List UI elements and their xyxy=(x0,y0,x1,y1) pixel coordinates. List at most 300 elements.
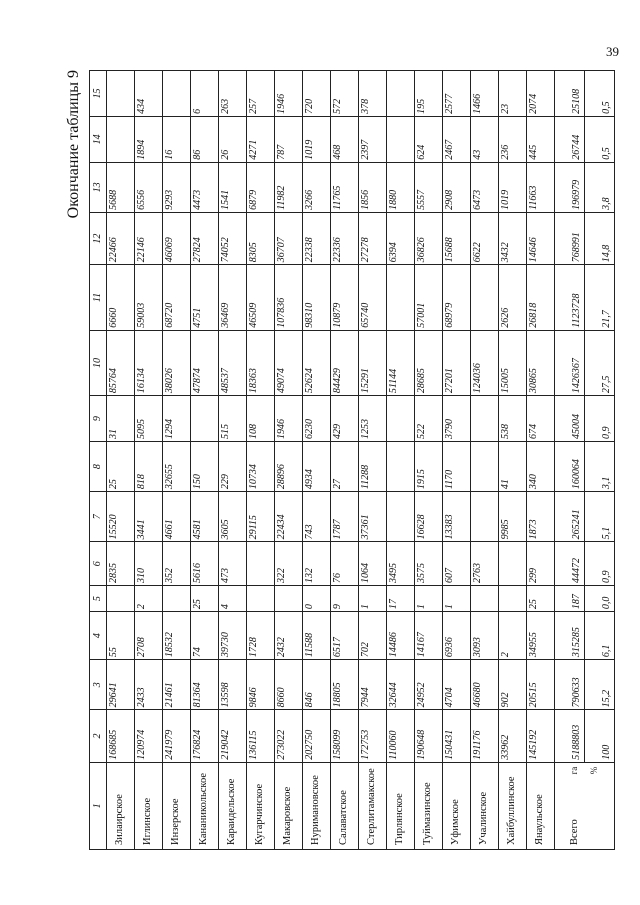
table-cell: 25 xyxy=(191,586,219,612)
column-header: 2 xyxy=(90,710,107,762)
table-cell: 14167 xyxy=(415,612,443,660)
table-cell: 1880 xyxy=(387,162,415,212)
table-cell: 10879 xyxy=(331,265,359,330)
table-cell: 59003 xyxy=(135,265,163,330)
table-cell: 22338 xyxy=(303,212,331,264)
table-cell: 6556 xyxy=(135,162,163,212)
column-header: 8 xyxy=(90,441,107,491)
table-cell xyxy=(163,586,191,612)
table-cell: 6230 xyxy=(303,396,331,442)
table-cell: 340 xyxy=(527,441,555,491)
table-cell: 150 xyxy=(191,441,219,491)
table-cell: 68720 xyxy=(163,265,191,330)
table-cell: 1787 xyxy=(331,492,359,542)
total-row-ha xyxy=(555,71,585,850)
total-cell: 25108 xyxy=(555,71,585,117)
table-cell: 2626 xyxy=(499,265,527,330)
table-cell: 172753 xyxy=(359,710,387,762)
table-cell: 4661 xyxy=(163,492,191,542)
table-cell: 22466 xyxy=(107,212,135,264)
table-cell: 2835 xyxy=(107,542,135,586)
table-cell: 15005 xyxy=(499,330,527,395)
table-cell: 26 xyxy=(219,116,247,162)
table-cell: 2432 xyxy=(275,612,303,660)
table-cell: 22146 xyxy=(135,212,163,264)
table-cell: 6394 xyxy=(387,212,415,264)
table-cell: 47874 xyxy=(191,330,219,395)
table-row xyxy=(471,71,499,850)
table-cell: 1019 xyxy=(499,162,527,212)
table-caption: Окончание таблицы 9 xyxy=(65,70,82,219)
table-cell xyxy=(107,586,135,612)
table-cell: 322 xyxy=(275,542,303,586)
table-cell: 168685 xyxy=(107,710,135,762)
table-cell: 33962 xyxy=(499,710,527,762)
total-row-pct xyxy=(585,71,615,850)
table-cell: 48537 xyxy=(219,330,247,395)
table-cell: 34955 xyxy=(527,612,555,660)
table-cell: 3432 xyxy=(499,212,527,264)
table-cell: 6 xyxy=(191,71,219,117)
district-name: Стерлитамакское xyxy=(359,762,387,849)
table-cell: 2708 xyxy=(135,612,163,660)
table-cell: 624 xyxy=(415,116,443,162)
total-cell: 790633 xyxy=(555,660,585,710)
table-cell: 8305 xyxy=(247,212,275,264)
column-header: 3 xyxy=(90,660,107,710)
table-cell: 32655 xyxy=(163,441,191,491)
table-cell: 16 xyxy=(163,116,191,162)
table-cell: 23 xyxy=(499,71,527,117)
total-cell: 315285 xyxy=(555,612,585,660)
total-cell: 27,5 xyxy=(585,330,615,395)
header-row xyxy=(90,71,107,850)
table-cell: 241979 xyxy=(163,710,191,762)
table-cell: 4271 xyxy=(247,116,275,162)
table-cell: 1294 xyxy=(163,396,191,442)
table-cell: 36707 xyxy=(275,212,303,264)
table-cell: 4 xyxy=(219,586,247,612)
district-name: Туймазинское xyxy=(415,762,443,849)
table-cell: 57001 xyxy=(415,265,443,330)
table-cell: 4704 xyxy=(443,660,471,710)
table-cell: 2467 xyxy=(443,116,471,162)
table-cell: 1019 xyxy=(303,116,331,162)
table-cell: 74052 xyxy=(219,212,247,264)
table-cell: 3495 xyxy=(387,542,415,586)
table-cell: 132 xyxy=(303,542,331,586)
table-cell: 263 xyxy=(219,71,247,117)
table-cell: 49074 xyxy=(275,330,303,395)
table-cell: 4934 xyxy=(303,441,331,491)
table-cell: 46069 xyxy=(163,212,191,264)
district-name: Янаульское xyxy=(527,762,555,849)
table-cell: 538 xyxy=(499,396,527,442)
total-cell: 265241 xyxy=(555,492,585,542)
unit-label: га xyxy=(568,766,579,775)
table-cell: 2 xyxy=(135,586,163,612)
table-cell: 37361 xyxy=(359,492,387,542)
total-cell: 0,5 xyxy=(585,71,615,117)
table-cell: 1466 xyxy=(471,71,499,117)
table-cell: 84429 xyxy=(331,330,359,395)
table-cell: 1894 xyxy=(135,116,163,162)
total-cell: 768991 xyxy=(555,212,585,264)
district-name: Кугарчинское xyxy=(247,762,275,849)
table-cell: 32644 xyxy=(387,660,415,710)
table-cell: 36469 xyxy=(219,265,247,330)
table-cell: 15291 xyxy=(359,330,387,395)
table-cell xyxy=(275,586,303,612)
table-cell: 236 xyxy=(499,116,527,162)
table-cell: 5688 xyxy=(107,162,135,212)
table-row xyxy=(191,71,219,850)
table-cell: 16628 xyxy=(415,492,443,542)
table-cell: 38026 xyxy=(163,330,191,395)
total-cell: 0,9 xyxy=(585,396,615,442)
table-cell: 31 xyxy=(107,396,135,442)
table-cell: 2397 xyxy=(359,116,387,162)
table-cell: 18532 xyxy=(163,612,191,660)
table-cell: 55 xyxy=(107,612,135,660)
table-cell: 190648 xyxy=(415,710,443,762)
column-header: 7 xyxy=(90,492,107,542)
table-cell: 9293 xyxy=(163,162,191,212)
table-cell: 6879 xyxy=(247,162,275,212)
table-cell: 10734 xyxy=(247,441,275,491)
district-name: Тирлянское xyxy=(387,762,415,849)
table-cell xyxy=(387,116,415,162)
table-cell: 46509 xyxy=(247,265,275,330)
table-cell: 52624 xyxy=(303,330,331,395)
district-name: Макаровское xyxy=(275,762,303,849)
table-cell: 299 xyxy=(527,542,555,586)
table-cell: 522 xyxy=(415,396,443,442)
table-cell: 176824 xyxy=(191,710,219,762)
district-name: Учалинское xyxy=(471,762,499,849)
table-cell: 3605 xyxy=(219,492,247,542)
table-cell: 1946 xyxy=(275,71,303,117)
table-cell: 25 xyxy=(107,441,135,491)
table-cell: 11663 xyxy=(527,162,555,212)
table-cell: 136115 xyxy=(247,710,275,762)
table-cell: 0 xyxy=(303,586,331,612)
total-cell: 44472 xyxy=(555,542,585,586)
table-cell: 22336 xyxy=(331,212,359,264)
table-cell: 572 xyxy=(331,71,359,117)
table-cell: 4581 xyxy=(191,492,219,542)
table-cell: 468 xyxy=(331,116,359,162)
table-cell xyxy=(163,71,191,117)
table-cell: 434 xyxy=(135,71,163,117)
total-cell: 100 xyxy=(585,710,615,762)
table-cell xyxy=(107,116,135,162)
table-cell: 607 xyxy=(443,542,471,586)
total-cell: 5,1 xyxy=(585,492,615,542)
table-cell: 24952 xyxy=(415,660,443,710)
table-cell: 27 xyxy=(331,441,359,491)
total-label-text: Всего xyxy=(568,819,580,845)
table-cell: 846 xyxy=(303,660,331,710)
table-cell: 473 xyxy=(219,542,247,586)
table-cell: 6660 xyxy=(107,265,135,330)
table-cell: 74 xyxy=(191,612,219,660)
table-cell: 1541 xyxy=(219,162,247,212)
table-cell: 6517 xyxy=(331,612,359,660)
table-cell: 98310 xyxy=(303,265,331,330)
table-cell: 3575 xyxy=(415,542,443,586)
table-cell: 2577 xyxy=(443,71,471,117)
table-cell: 787 xyxy=(275,116,303,162)
table-cell: 22434 xyxy=(275,492,303,542)
table-cell: 743 xyxy=(303,492,331,542)
table-cell: 273022 xyxy=(275,710,303,762)
table-cell: 3441 xyxy=(135,492,163,542)
table-cell: 145192 xyxy=(527,710,555,762)
district-name: Караидельское xyxy=(219,762,247,849)
district-name: Кананикольское xyxy=(191,762,219,849)
table-cell: 1170 xyxy=(443,441,471,491)
table-row xyxy=(331,71,359,850)
table-row xyxy=(247,71,275,850)
table-cell: 310 xyxy=(135,542,163,586)
table-cell xyxy=(471,441,499,491)
table-cell xyxy=(471,396,499,442)
total-cell: 196979 xyxy=(555,162,585,212)
table-cell xyxy=(499,586,527,612)
table-cell: 1253 xyxy=(359,396,387,442)
table-cell: 18363 xyxy=(247,330,275,395)
table-cell: 2433 xyxy=(135,660,163,710)
total-cell: 0,5 xyxy=(585,116,615,162)
table-cell: 14646 xyxy=(527,212,555,264)
table-cell: 2908 xyxy=(443,162,471,212)
total-cell: 0,9 xyxy=(585,542,615,586)
table-cell: 43 xyxy=(471,116,499,162)
table-cell xyxy=(499,542,527,586)
table-cell: 1873 xyxy=(527,492,555,542)
table-cell: 6622 xyxy=(471,212,499,264)
column-header: 4 xyxy=(90,612,107,660)
total-cell: 1123728 xyxy=(555,265,585,330)
column-header: 6 xyxy=(90,542,107,586)
total-cell: 26744 xyxy=(555,116,585,162)
table-row xyxy=(303,71,331,850)
table-cell: 27201 xyxy=(443,330,471,395)
table-cell: 1064 xyxy=(359,542,387,586)
table-row xyxy=(163,71,191,850)
table-cell: 6936 xyxy=(443,612,471,660)
table-cell: 3790 xyxy=(443,396,471,442)
table-cell: 4751 xyxy=(191,265,219,330)
table-row xyxy=(107,71,135,850)
table-cell: 86 xyxy=(191,116,219,162)
district-name: Зилаирское xyxy=(107,762,135,849)
table-cell: 17 xyxy=(387,586,415,612)
table-cell: 1 xyxy=(359,586,387,612)
table-cell: 27824 xyxy=(191,212,219,264)
table-cell: 30865 xyxy=(527,330,555,395)
table-cell: 352 xyxy=(163,542,191,586)
table-cell: 1728 xyxy=(247,612,275,660)
column-header: 1 xyxy=(90,762,107,849)
table-cell: 85764 xyxy=(107,330,135,395)
table-row xyxy=(499,71,527,850)
total-cell: 160064 xyxy=(555,441,585,491)
total-cell: 21,7 xyxy=(585,265,615,330)
table-cell: 36826 xyxy=(415,212,443,264)
table-cell: 13598 xyxy=(219,660,247,710)
table-cell: 202750 xyxy=(303,710,331,762)
table-row xyxy=(359,71,387,850)
table-row xyxy=(415,71,443,850)
table-cell: 158099 xyxy=(331,710,359,762)
total-cell: 14,8 xyxy=(585,212,615,264)
table-cell: 3266 xyxy=(303,162,331,212)
table-cell: 1856 xyxy=(359,162,387,212)
table-cell xyxy=(247,586,275,612)
column-header: 11 xyxy=(90,265,107,330)
table-cell: 2074 xyxy=(527,71,555,117)
table-cell: 1915 xyxy=(415,441,443,491)
table-cell: 107836 xyxy=(275,265,303,330)
total-label xyxy=(555,762,615,849)
table-cell: 11765 xyxy=(331,162,359,212)
table-cell: 16134 xyxy=(135,330,163,395)
table-cell: 41 xyxy=(499,441,527,491)
table-cell: 28896 xyxy=(275,441,303,491)
table-cell: 21461 xyxy=(163,660,191,710)
table-cell: 81364 xyxy=(191,660,219,710)
table-cell xyxy=(471,492,499,542)
table-cell: 14486 xyxy=(387,612,415,660)
table-cell: 720 xyxy=(303,71,331,117)
table-cell xyxy=(387,265,415,330)
table-cell: 13383 xyxy=(443,492,471,542)
table-cell: 26818 xyxy=(527,265,555,330)
table-cell: 124036 xyxy=(471,330,499,395)
table-cell: 7944 xyxy=(359,660,387,710)
column-header: 14 xyxy=(90,116,107,162)
table-cell: 6473 xyxy=(471,162,499,212)
column-header: 9 xyxy=(90,396,107,442)
district-name: Иглинское xyxy=(135,762,163,849)
table-row xyxy=(135,71,163,850)
table-cell: 11588 xyxy=(303,612,331,660)
total-cell: 187 xyxy=(555,586,585,612)
total-cell: 1426367 xyxy=(555,330,585,395)
total-cell: 3,1 xyxy=(585,441,615,491)
table-cell: 5557 xyxy=(415,162,443,212)
column-header: 12 xyxy=(90,212,107,264)
table-cell: 11288 xyxy=(359,441,387,491)
table-cell: 51144 xyxy=(387,330,415,395)
table-cell: 219042 xyxy=(219,710,247,762)
table-row xyxy=(275,71,303,850)
column-header: 10 xyxy=(90,330,107,395)
table-cell: 15688 xyxy=(443,212,471,264)
table-cell: 674 xyxy=(527,396,555,442)
table-cell: 65740 xyxy=(359,265,387,330)
total-cell: 5188803 xyxy=(555,710,585,762)
table-cell: 29641 xyxy=(107,660,135,710)
district-name: Инзерское xyxy=(163,762,191,849)
table-cell: 429 xyxy=(331,396,359,442)
table-cell: 18805 xyxy=(331,660,359,710)
table-cell: 1 xyxy=(443,586,471,612)
table-cell xyxy=(471,265,499,330)
table-cell: 28685 xyxy=(415,330,443,395)
table-cell: 229 xyxy=(219,441,247,491)
district-name: Уфимское xyxy=(443,762,471,849)
table-cell: 2 xyxy=(499,612,527,660)
table-cell: 5095 xyxy=(135,396,163,442)
table-cell: 27278 xyxy=(359,212,387,264)
total-cell: 6,1 xyxy=(585,612,615,660)
table-cell: 378 xyxy=(359,71,387,117)
table-cell: 9846 xyxy=(247,660,275,710)
table-cell: 195 xyxy=(415,71,443,117)
table-cell: 9985 xyxy=(499,492,527,542)
table-cell xyxy=(387,396,415,442)
table-cell: 46680 xyxy=(471,660,499,710)
column-header: 13 xyxy=(90,162,107,212)
column-header: 5 xyxy=(90,586,107,612)
total-cell: 45004 xyxy=(555,396,585,442)
table-cell xyxy=(387,441,415,491)
table-row xyxy=(387,71,415,850)
forest-data-table xyxy=(89,70,615,850)
table-cell: 702 xyxy=(359,612,387,660)
table-cell: 20515 xyxy=(527,660,555,710)
table-cell: 902 xyxy=(499,660,527,710)
table-cell: 25 xyxy=(527,586,555,612)
table-body xyxy=(107,71,615,850)
table-row xyxy=(219,71,247,850)
table-cell: 120974 xyxy=(135,710,163,762)
table-row xyxy=(527,71,555,850)
district-name: Нуримановское xyxy=(303,762,331,849)
table-cell: 5616 xyxy=(191,542,219,586)
table-cell xyxy=(107,71,135,117)
table-cell: 15520 xyxy=(107,492,135,542)
table-cell: 39730 xyxy=(219,612,247,660)
table-cell: 29115 xyxy=(247,492,275,542)
column-header: 15 xyxy=(90,71,107,117)
table-cell: 108 xyxy=(247,396,275,442)
table-cell: 1946 xyxy=(275,396,303,442)
table-cell: 515 xyxy=(219,396,247,442)
rotated-table-page xyxy=(59,70,612,850)
table-cell xyxy=(247,542,275,586)
unit-label: % xyxy=(589,766,600,775)
table-cell: 2763 xyxy=(471,542,499,586)
table-cell: 818 xyxy=(135,441,163,491)
total-cell: 3,8 xyxy=(585,162,615,212)
table-cell xyxy=(387,492,415,542)
district-name: Хайбуллинское xyxy=(499,762,527,849)
table-cell: 68979 xyxy=(443,265,471,330)
table-row xyxy=(443,71,471,850)
table-cell: 257 xyxy=(247,71,275,117)
table-cell: 150431 xyxy=(443,710,471,762)
table-cell: 11982 xyxy=(275,162,303,212)
table-cell: 1 xyxy=(415,586,443,612)
table-cell xyxy=(191,396,219,442)
table-cell: 8660 xyxy=(275,660,303,710)
table-cell: 3093 xyxy=(471,612,499,660)
total-cell: 0,0 xyxy=(585,586,615,612)
